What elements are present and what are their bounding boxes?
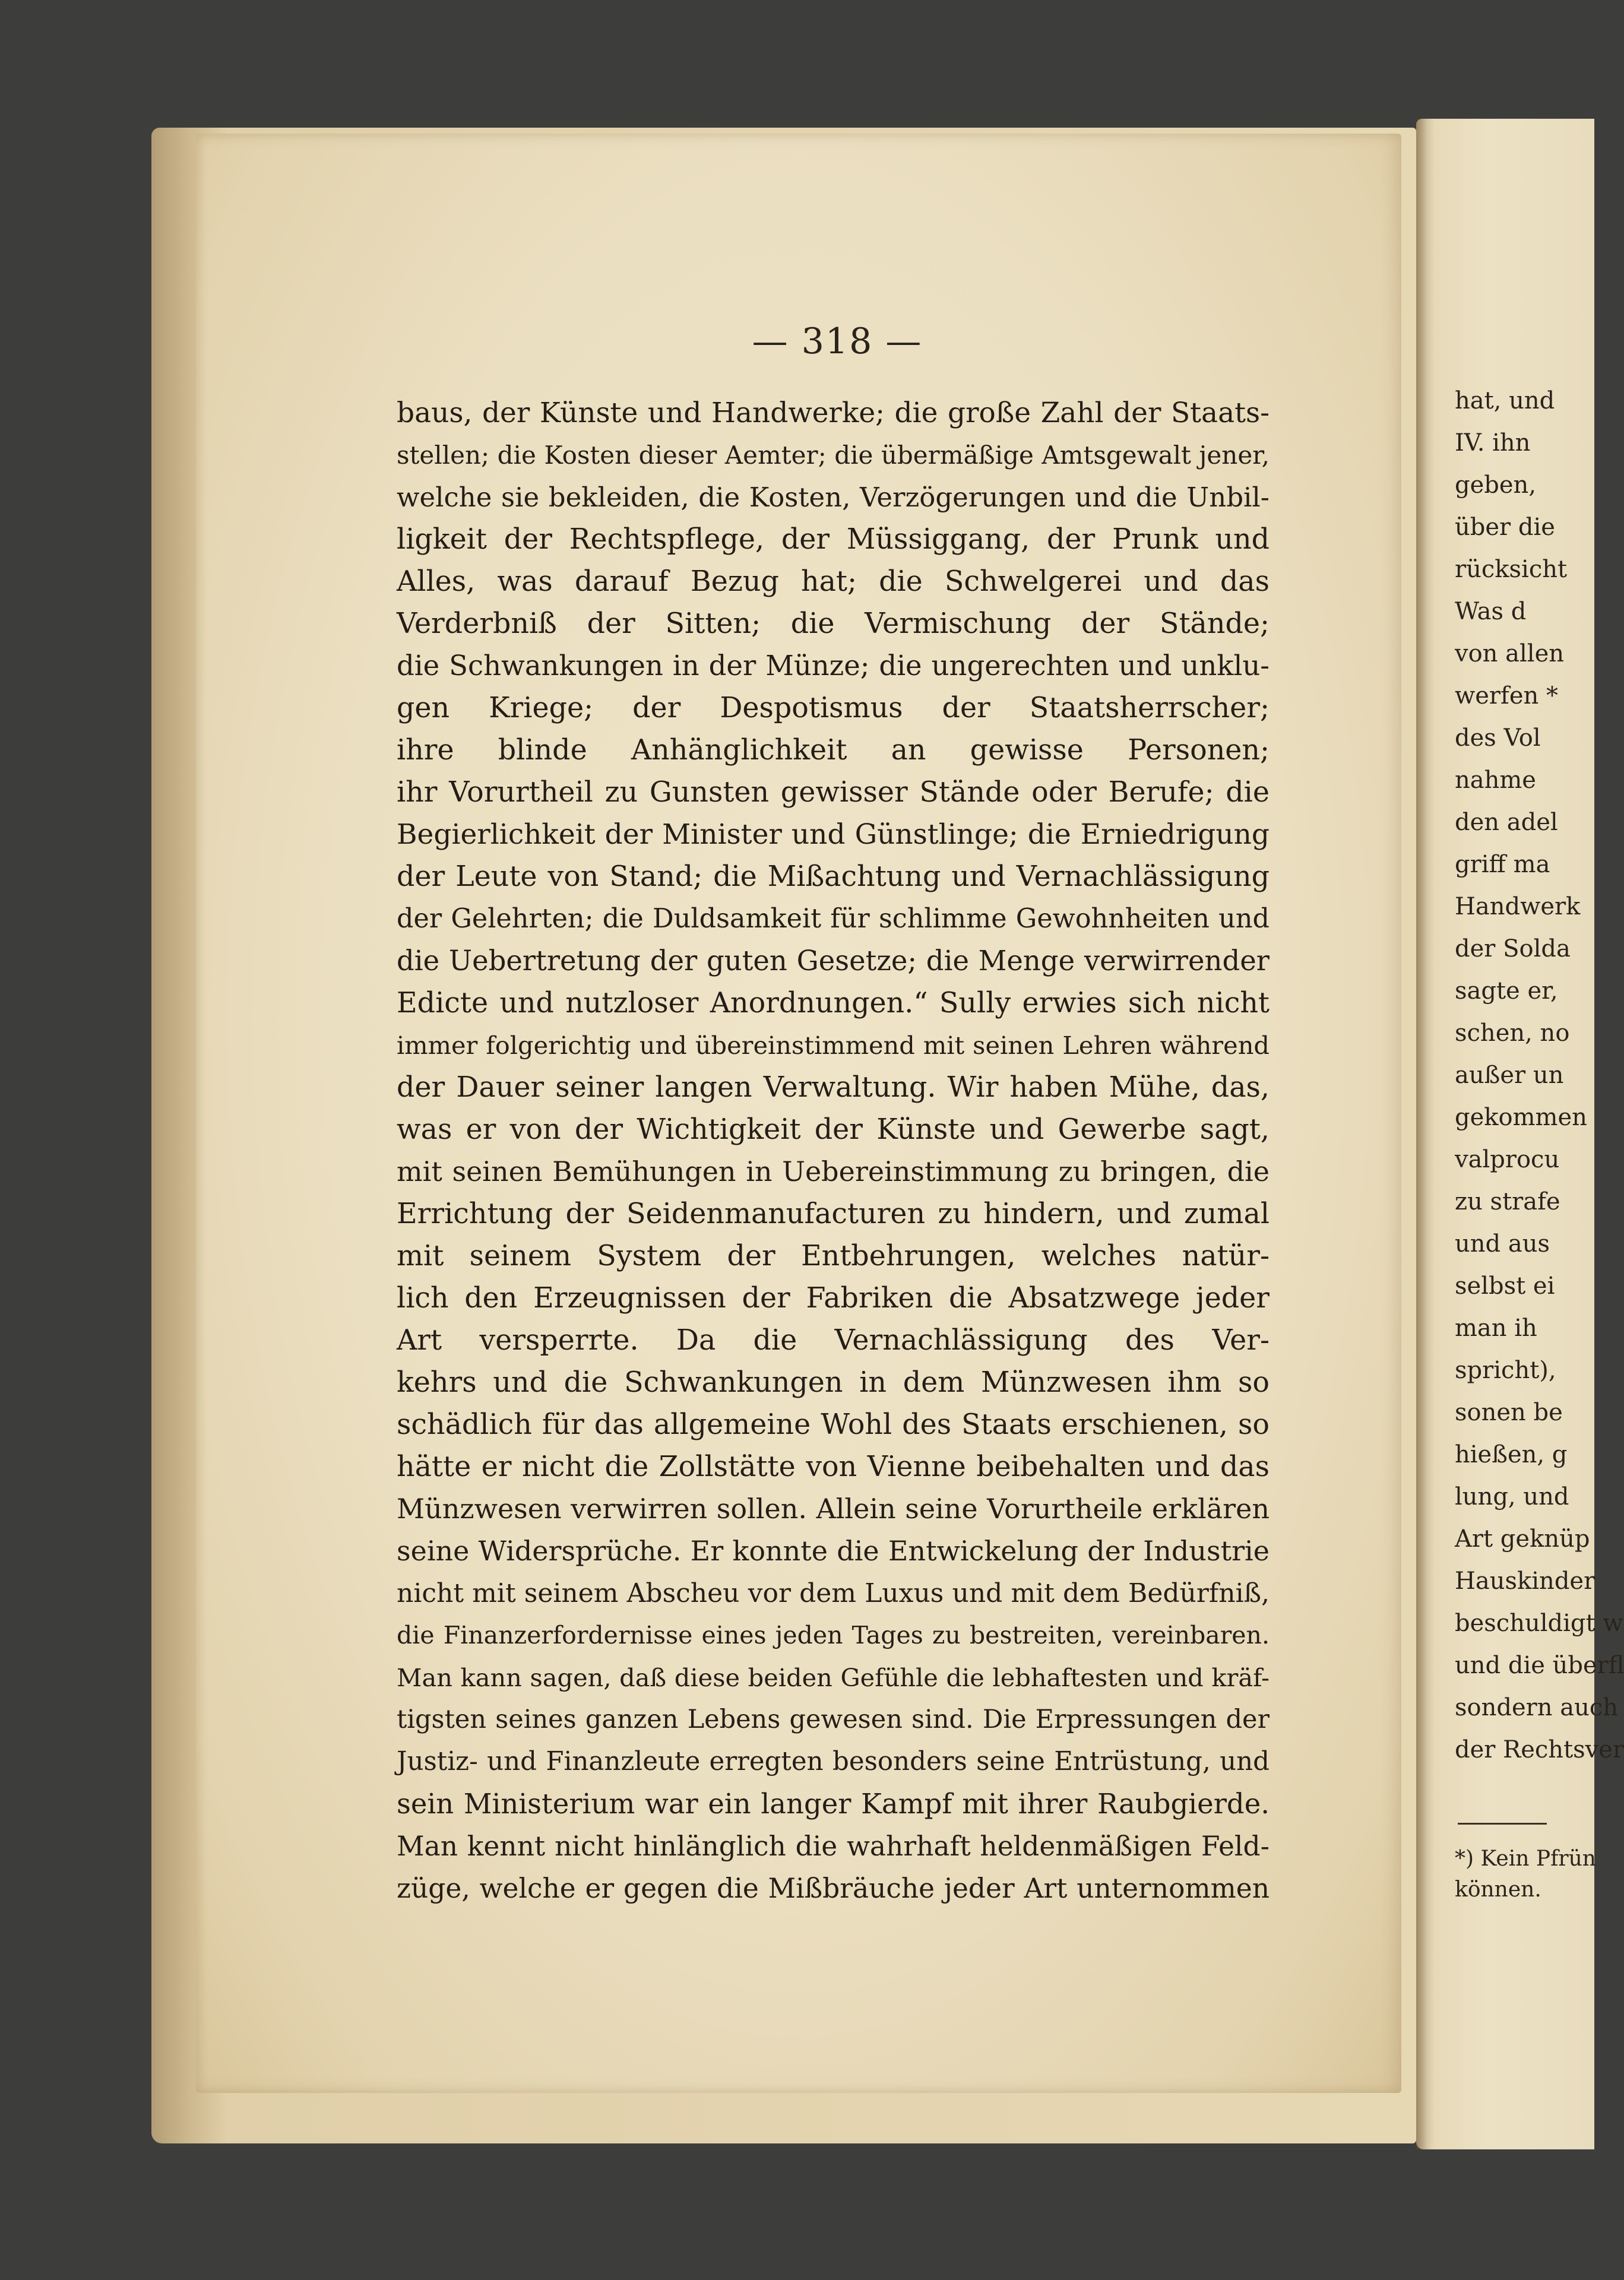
right-page-line: griff ma xyxy=(1455,851,1550,878)
text-line: schädlich für das allgemeine Wohl des Staats erschienen, so xyxy=(397,1408,1270,1441)
text-line: ihre blinde Anhänglichkeit an gewisse Personen; xyxy=(397,734,1270,767)
footnote-line: können. xyxy=(1455,1877,1541,1902)
text-line: Art versperrte. Da die Vernachlässigung des Ver- xyxy=(397,1324,1270,1357)
text-line: Justiz- und Finanzleute erregten besonders seine Entrüstung, und xyxy=(397,1747,1270,1776)
text-line: Errichtung der Seidenmanufacturen zu hindern, und zumal xyxy=(397,1198,1270,1230)
right-page-line: der Rechtsver xyxy=(1455,1736,1624,1763)
text-line: Verderbniß der Sitten; die Vermischung der Stände; xyxy=(397,607,1270,640)
text-line: Man kann sagen, daß diese beiden Gefühle die lebhaftesten und kräf- xyxy=(397,1663,1270,1692)
right-page-line: über die xyxy=(1455,514,1555,541)
right-page-line: und die überfl xyxy=(1455,1652,1624,1679)
right-page-line: selbst ei xyxy=(1455,1272,1555,1300)
text-line: die Uebertretung der guten Gesetze; die Menge verwirrender xyxy=(397,945,1270,977)
right-page-line: rücksicht xyxy=(1455,556,1568,583)
text-line: gen Kriege; der Despotismus der Staatsherrscher; xyxy=(397,692,1270,724)
right-page-line: geben, xyxy=(1455,471,1537,499)
text-line: die Finanzerfordernisse eines jeden Tages zu bestreiten, vereinbaren. xyxy=(397,1621,1270,1649)
text-line: Münzwesen verwirren sollen. Allein seine Vorurtheile erklären xyxy=(397,1493,1270,1525)
text-line: ligkeit der Rechtspflege, der Müssiggang, der Prunk und xyxy=(397,523,1270,556)
right-page-line: hießen, g xyxy=(1455,1441,1568,1468)
text-line: stellen; die Kosten dieser Aemter; die übermäßige Amtsgewalt jener, xyxy=(397,441,1270,470)
right-page-text xyxy=(1455,380,1624,1771)
right-page-line: des Vol xyxy=(1455,724,1541,752)
body-text xyxy=(397,392,1270,1910)
text-line: der Dauer seiner langen Verwaltung. Wir haben Mühe, das, xyxy=(397,1071,1270,1104)
right-page-line: gekommen xyxy=(1455,1104,1587,1131)
right-page-line: werfen * xyxy=(1455,682,1558,710)
right-page-line: der Solda xyxy=(1455,935,1571,962)
right-page-line: IV. ihn xyxy=(1455,429,1531,457)
right-page-line: schen, no xyxy=(1455,1019,1570,1047)
right-page-line: zu strafe xyxy=(1455,1188,1560,1215)
footnote-line: *) Kein Pfrün xyxy=(1455,1847,1596,1871)
text-line: immer folgerichtig und übereinstimmend mit seinen Lehren während xyxy=(397,1031,1270,1060)
right-page-line: sondern auch xyxy=(1455,1694,1619,1721)
text-line: baus, der Künste und Handwerke; die große Zahl der Staats- xyxy=(397,397,1270,429)
right-page-line: sonen be xyxy=(1455,1399,1563,1426)
right-page-footnote xyxy=(1455,1844,1597,1905)
text-line: züge, welche er gegen die Mißbräuche jeder Art unternommen xyxy=(397,1873,1270,1904)
right-page-line: man ih xyxy=(1455,1315,1537,1342)
right-page-line: lung, und xyxy=(1455,1483,1569,1510)
text-line: der Leute von Stand; die Mißachtung und Vernachlässigung xyxy=(397,860,1270,893)
text-line: welche sie bekleiden, die Kosten, Verzögerungen und die Unbil- xyxy=(397,482,1270,513)
text-line: mit seinem System der Entbehrungen, welches natür- xyxy=(397,1240,1270,1272)
footnote-rule xyxy=(1458,1823,1547,1825)
right-page-line: Hauskinder xyxy=(1455,1568,1595,1595)
text-line: Man kennt nicht hinlänglich die wahrhaft heldenmäßigen Feld- xyxy=(397,1831,1270,1862)
right-page-line: und aus xyxy=(1455,1230,1550,1258)
text-line: hätte er nicht die Zollstätte von Vienne beibehalten und das xyxy=(397,1451,1270,1483)
right-page-line: nahme xyxy=(1455,767,1536,794)
text-line: sein Ministerium war ein langer Kampf mit ihrer Raubgierde. xyxy=(397,1788,1270,1820)
right-page-line: beschuldigt w xyxy=(1455,1610,1623,1637)
right-page-line: sagte er, xyxy=(1455,977,1558,1005)
right-page-line: außer un xyxy=(1455,1062,1564,1089)
right-page-line: spricht), xyxy=(1455,1357,1556,1384)
page-number: — 318 — xyxy=(752,321,923,362)
text-line: Alles, was darauf Bezug hat; die Schwelgerei und das xyxy=(397,565,1270,598)
text-line: Begierlichkeit der Minister und Günstlinge; die Erniedrigung xyxy=(397,818,1270,851)
text-line: der Gelehrten; die Duldsamkeit für schlimme Gewohnheiten und xyxy=(397,904,1270,934)
right-page-line: Handwerk xyxy=(1455,893,1581,920)
right-page-line: Art geknüp xyxy=(1455,1525,1590,1553)
right-page-line: hat, und xyxy=(1455,387,1555,414)
text-line: tigsten seines ganzen Lebens gewesen sind. Die Erpressungen der xyxy=(397,1705,1270,1734)
text-line: mit seinen Bemühungen in Uebereinstimmung zu bringen, die xyxy=(397,1155,1270,1188)
text-line: nicht mit seinem Abscheu vor dem Luxus und mit dem Bedürfniß, xyxy=(397,1578,1270,1608)
right-page-line: den adel xyxy=(1455,809,1558,836)
text-line: Edicte und nutzloser Anordnungen.“ Sully erwies sich nicht xyxy=(397,987,1270,1019)
text-line: ihr Vorurtheil zu Gunsten gewisser Stände oder Berufe; die xyxy=(397,776,1270,809)
text-line: kehrs und die Schwankungen in dem Münzwesen ihm so xyxy=(397,1366,1270,1399)
text-line: seine Widersprüche. Er konnte die Entwickelung der Industrie xyxy=(397,1535,1270,1567)
right-page-line: valprocu xyxy=(1455,1146,1560,1173)
book-gutter xyxy=(1416,119,1434,2149)
text-line: was er von der Wichtigkeit der Künste und Gewerbe sagt, xyxy=(397,1113,1270,1146)
right-page-line: von allen xyxy=(1455,640,1565,667)
text-line: die Schwankungen in der Münze; die ungerechten und unklu- xyxy=(397,650,1270,682)
text-line: lich den Erzeugnissen der Fabriken die Absatzwege jeder xyxy=(397,1282,1270,1315)
right-page-line: Was d xyxy=(1455,598,1527,625)
